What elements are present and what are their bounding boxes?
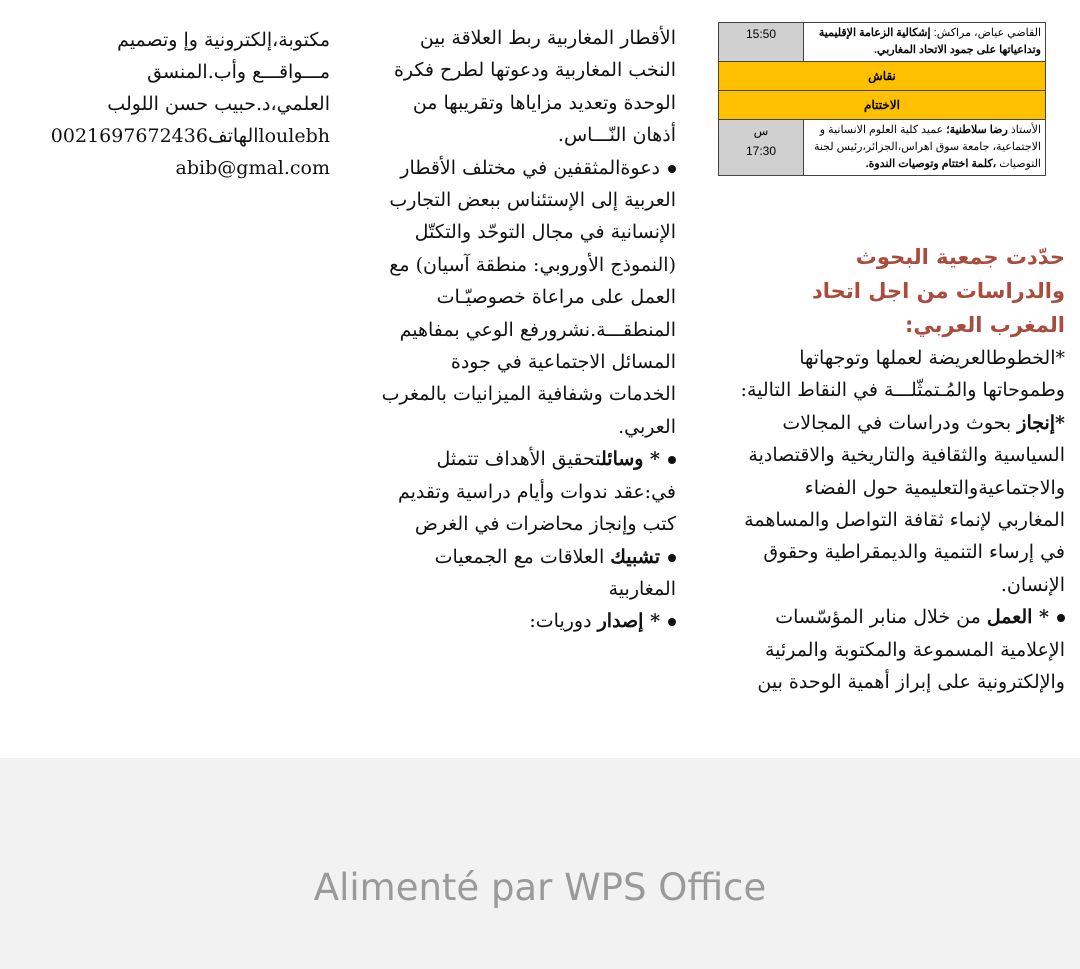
middle-column xyxy=(378,22,676,638)
bullet-item xyxy=(740,601,1065,698)
bullet-bold: تشبيك xyxy=(610,545,660,568)
speaker-details: عميد كلية العلوم الانسانية و الاجتماعية، جامعة سوق اهراس،الجزائر،رئيس لجنة التوصيات xyxy=(813,124,1041,170)
powered-by-label: Alimenté par WPS Office xyxy=(313,866,767,909)
bullet-item xyxy=(378,152,676,444)
closing-band: الاختتام xyxy=(719,91,1046,120)
bullet-bold: * العمل xyxy=(986,606,1049,629)
text-line: مكتوبة،إلكترونية وإ وتصميم xyxy=(117,29,330,51)
bullet-text: دعوةالمثقفين في مختلف الأقطار العربية إلى الإستئناس ببعض التجارب الإنسانية في مجال التوحّد والتكتّل (النموذج الأوروبي: منطقة آسيان) مع العمل على مراعاة خصوصيّـات المنطقـــة.نشرورفع الوعي بمفاهيم المسائل الاجتماعية في جودة الخدمات وشفافية الميزانيات بالمغرب العربي. xyxy=(381,156,676,438)
bullet-icon xyxy=(668,456,676,464)
bullet-text: من خلال منابر المؤسّسات الإعلامية المسموعة والمكتوبة والمرئية والإلكترونية على إبراز أهمية الوحدة بين xyxy=(757,606,1065,694)
bullet-item xyxy=(378,541,676,606)
intro-paragraph: الأقطار المغاربية ربط العلاقة بين النخب المغاربية ودعوتها لطرح فكرة الوحدة وتعديد مزاياها وتقريبها من أذهان النّـــاس. xyxy=(393,27,676,147)
schedule-row xyxy=(719,120,1046,176)
body-paragraph xyxy=(740,342,1065,601)
speaker-prefix: الأستاذ xyxy=(1007,124,1041,136)
schedule-band xyxy=(719,62,1046,91)
schedule-band xyxy=(719,91,1046,120)
speaker-text: القاضي عياض، مراكش: xyxy=(930,27,1041,39)
para-bold: *إنجاز xyxy=(1017,411,1065,434)
schedule-description xyxy=(804,120,1046,176)
schedule-table xyxy=(718,22,1046,176)
text-line: مـــواقـــع وأب.المنسق xyxy=(147,61,330,83)
para-text: *الخطوطالعريضة لعملها وتوجهاتها وطموحاتها والمُـتمثّلـــة في النقاط التالية: xyxy=(740,347,1065,402)
bullet-bold: * إصدار xyxy=(597,610,660,633)
bullet-icon xyxy=(668,554,676,562)
bullet-icon xyxy=(1057,614,1065,622)
schedule-time: 15:50 xyxy=(719,23,804,62)
phone-line: loulebhالهاتف0021697672436 xyxy=(50,125,330,147)
bullet-icon xyxy=(668,618,676,626)
bullet-text: تحقيق الأهداف تتمثل في:عقد ندوات وأيام دراسية وتقديم كتب وإنجاز محاضرات في الغرض xyxy=(397,448,676,536)
bullet-text: العلاقات مع الجمعيات المغاربية xyxy=(434,545,676,600)
bullet-item xyxy=(378,605,676,637)
text-line: العلمي،د.حبيب حسن اللولب xyxy=(107,93,330,115)
right-column xyxy=(740,240,1065,698)
bullet-bold: * وسائل xyxy=(600,448,660,471)
speaker-name: رضا سلاطنية؛ xyxy=(946,124,1008,136)
talk-title: إشكالية الزعامة الإقليمية وتداعياتها على جمود الاتحاد المغاربي. xyxy=(818,27,1041,56)
email-line: abib@gmal.com xyxy=(175,157,330,179)
time-prefix: س xyxy=(753,124,769,138)
schedule-row xyxy=(719,23,1046,62)
schedule-time xyxy=(719,120,804,176)
discussion-band: نقاش xyxy=(719,62,1046,91)
time-value: 17:30 xyxy=(745,144,777,158)
left-column xyxy=(30,24,330,184)
bullet-icon xyxy=(668,165,676,173)
schedule-description xyxy=(804,23,1046,62)
footer xyxy=(0,758,1080,969)
section-heading: حدّدت جمعية البحوث والدراسات من اجل اتحاد المغرب العربي: xyxy=(812,245,1065,337)
closing-text: ،كلمة اختتام وتوصيات الندوة. xyxy=(865,158,997,170)
para-text: بحوث ودراسات في المجالات السياسية والثقافية والتاريخية والاقتصادية والاجتماعيةوالتعليمية حول الفضاء المغاربي لإنماء ثقافة التواصل والمساهمة في إرساء التنمية والديمقراطية وحقوق الإنسان. xyxy=(744,411,1065,596)
bullet-item xyxy=(378,443,676,540)
bullet-text: دوريات: xyxy=(529,610,598,633)
